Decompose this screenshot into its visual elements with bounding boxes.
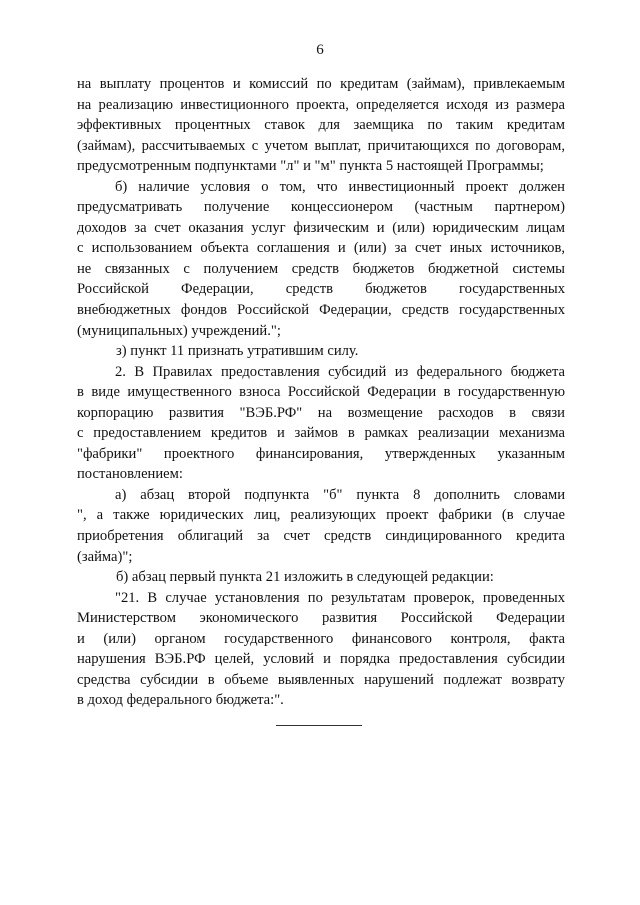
text-line: на выплату процентов и комиссий по кредитам (займам), привлекаемым [77, 76, 565, 92]
text-line: с предоставлением кредитов и займов в рамках реализации механизма [77, 425, 565, 442]
page-number: 6 [316, 42, 324, 58]
text-line: внебюджетных фондов Российской Федерации, средств государственных [77, 302, 565, 319]
text-line: нарушения ВЭБ.РФ целей, условий и порядка предоставления субсидии [77, 651, 565, 668]
text-line: Министерством экономического развития Российской Федерации [77, 610, 565, 627]
text-line: 2. В Правилах предоставления субсидий из федерального бюджета [115, 363, 565, 380]
text-line: средства субсидии в объеме выявленных нарушений подлежат возврату [77, 671, 565, 688]
text-line: ", а также юридических лиц, реализующих проект фабрики (в случае [77, 507, 565, 524]
text-line: "21. В случае установления по результатам проверок, проведенных [115, 589, 565, 606]
text-line: (муниципальных) учреждений."; [77, 322, 281, 339]
text-line: з) пункт 11 признать утратившим силу. [116, 343, 359, 360]
end-separator-line [276, 725, 362, 726]
text-line: эффективных процентных ставок для заемщика по таким кредитам [77, 117, 565, 134]
text-line: б) наличие условия о том, что инвестиционный проект должен [115, 178, 565, 195]
text-line: доходов за счет оказания услуг физическим и (или) юридическим лицам [77, 219, 565, 236]
text-line: б) абзац первый пункта 21 изложить в следующей редакции: [116, 569, 494, 586]
text-line: в доход федерального бюджета:". [77, 692, 284, 709]
text-line: не связанных с получением средств бюджетов бюджетной системы [77, 260, 565, 277]
text-line: в виде имущественного взноса Российской Федерации в государственную [77, 384, 565, 401]
text-line: и (или) органом государственного финансового контроля, факта [77, 630, 565, 647]
text-line: постановлением: [77, 466, 183, 483]
text-line: а) абзац второй подпункта "б" пункта 8 дополнить словами [115, 486, 565, 503]
text-line: Российской Федерации, средств бюджетов государственных [77, 281, 565, 298]
text-line: (займа)"; [77, 548, 133, 565]
text-line: с использованием объекта соглашения и (или) за счет иных источников, [77, 240, 565, 257]
text-line: предусмотренным подпунктами "л" и "м" пункта 5 настоящей Программы; [77, 158, 544, 175]
text-line: "фабрики" проектного финансирования, утвержденных указанным [77, 445, 565, 462]
text-line: корпорацию развития "ВЭБ.РФ" на возмещение расходов в связи [77, 404, 565, 421]
text-line: приобретения облигаций за счет средств синдицированного кредита [77, 528, 565, 545]
text-line: (займам), рассчитываемых с учетом выплат, причитающихся по договорам, [77, 137, 565, 154]
text-line: на реализацию инвестиционного проекта, определяется исходя из размера [77, 96, 565, 113]
text-line: предусматривать получение концессионером (частным партнером) [77, 199, 565, 216]
document-body [77, 74, 565, 711]
